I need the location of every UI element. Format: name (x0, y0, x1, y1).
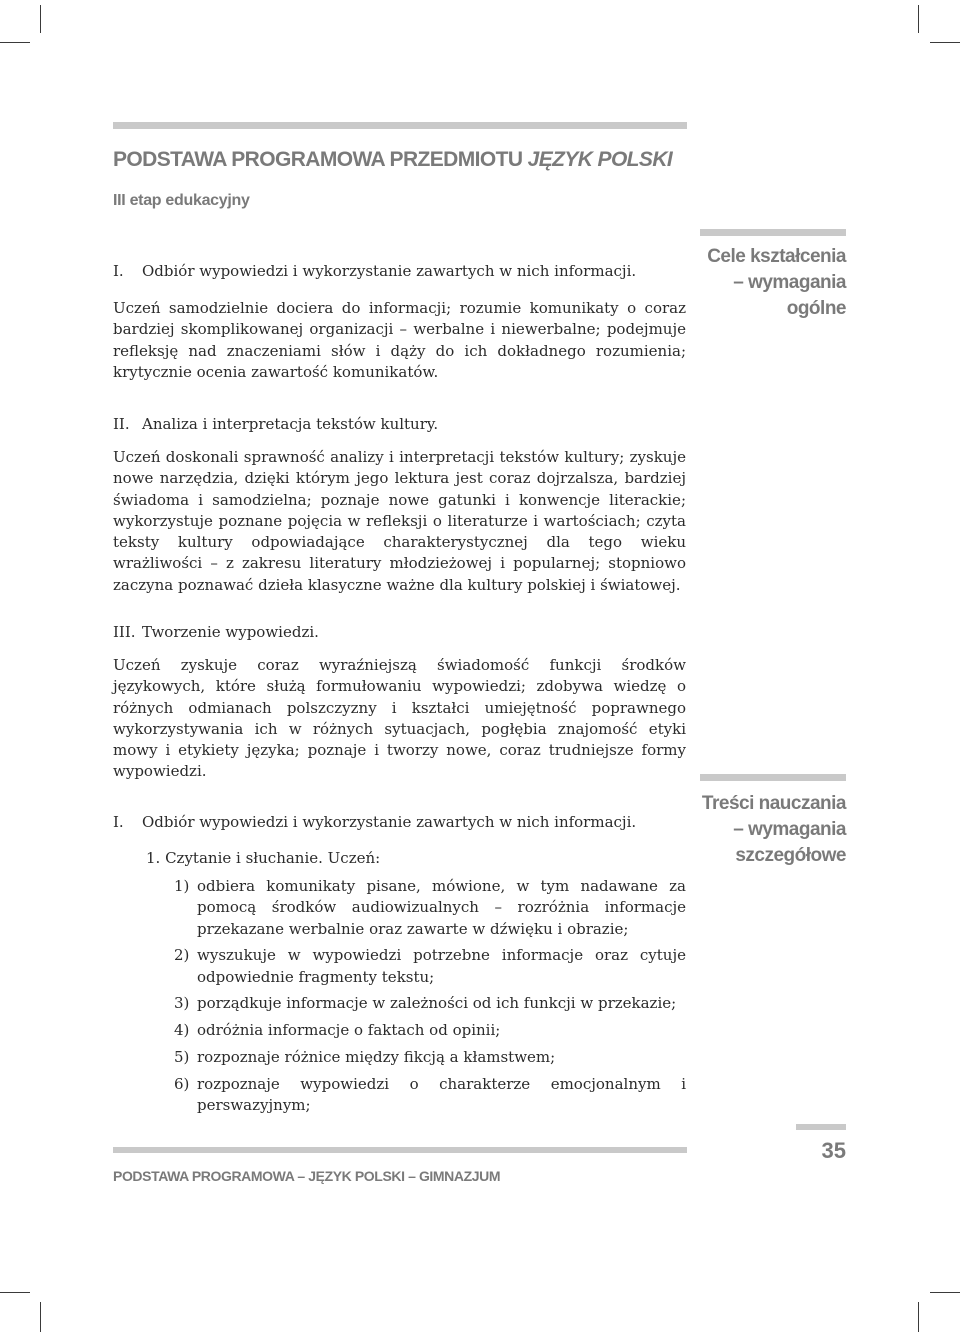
crop-mark (40, 1302, 41, 1332)
crop-mark (930, 1292, 960, 1293)
list-item (174, 993, 686, 1014)
section-paragraph: Uczeń zyskuje coraz wyraźniejszą świadomość funkcji środków językowych, które służą formułowaniu wypowiedzi; zdobywa wiedzę o różnych odmianach polszczyzny i kształci umiejętność poprawnego wykorzystywania ich w różnych sytuacjach, pogłębia znajomość etyki mowy i etykiety języka; poznaje i tworzy nowe, coraz trudniejsze formy wypowiedzi. (113, 656, 686, 781)
side-label-line: Cele kształcenia (707, 246, 846, 267)
list-item-text: wyszukuje w wypowiedzi potrzebne informacje oraz cytuje odpowiednie fragmenty tekstu; (197, 946, 686, 986)
section-heading (113, 623, 319, 641)
crop-mark (918, 5, 919, 33)
list-item (174, 876, 686, 940)
list-item-text: rozpoznaje wypowiedzi o charakterze emocjonalnym i perswazyjnym; (197, 1074, 686, 1115)
list-item (174, 1074, 686, 1117)
section-heading (113, 415, 438, 433)
side-label-line: – wymagania (733, 819, 846, 840)
list-marker: 2) (174, 946, 190, 965)
section-heading-text: Odbiór wypowiedzi i wykorzystanie zawartych w nich informacji. (142, 813, 637, 831)
side-rule-general (700, 229, 846, 236)
list-item-text: porządkuje informacje w zależności od ich funkcji w przekazie; (197, 994, 677, 1013)
requirements-list (174, 876, 686, 1122)
side-label-detailed (690, 791, 846, 869)
page-number-rule (796, 1124, 846, 1130)
side-label-general (690, 244, 846, 322)
section-heading-text: Odbiór wypowiedzi i wykorzystanie zawartych w nich informacji. (142, 262, 637, 280)
list-item-text: odróżnia informacje o faktach od opinii; (197, 1021, 501, 1040)
title-main: PODSTAWA PROGRAMOWA PRZEDMIOTU (113, 148, 528, 171)
page-title (113, 148, 672, 172)
side-label-line: – wymagania (733, 272, 846, 293)
list-item-text: rozpoznaje różnice między fikcją a kłamstwem; (197, 1048, 556, 1067)
list-marker: 3) (174, 994, 190, 1013)
section-number: III. (113, 623, 136, 641)
page-number: 35 (821, 1138, 846, 1163)
section-number: II. (113, 415, 130, 433)
list-item-text: odbiera komunikaty pisane, mówione, w tym nadawane za pomocą środków audiowizualnych – rozróżnia informacje przekazane werbalnie oraz zawarte w dźwięku i obrazie; (197, 877, 686, 938)
section-paragraph: Uczeń samodzielnie dociera do informacji; rozumie komunikaty o coraz bardziej skomplikowanej organizacji – werbalne i niewerbalne; podejmuje refleksję nad znaczeniami słów i dąży do ich dokładnego rozumienia; krytycznie ocenia zawartość komunikatów. (113, 299, 686, 381)
section-heading (113, 813, 636, 831)
side-rule-detailed (700, 774, 846, 781)
list-item (174, 945, 686, 988)
header-rule (113, 122, 687, 129)
section-heading-text: Tworzenie wypowiedzi. (142, 623, 319, 641)
side-label-line: Treści nauczania (701, 793, 846, 814)
section-heading (113, 262, 636, 280)
list-item (174, 1047, 686, 1068)
page-subtitle: III etap edukacyjny (113, 192, 250, 209)
crop-mark (0, 42, 30, 43)
crop-mark (930, 42, 960, 43)
section-number: I. (113, 813, 124, 831)
list-marker: 4) (174, 1021, 190, 1040)
section-heading-text: Analiza i interpretacja tekstów kultury. (142, 415, 439, 433)
section-paragraph: Uczeń doskonali sprawność analizy i interpretacji tekstów kultury; zyskuje nowe narzędzia, dzięki którym jego lektura jest coraz dojrzalsza, bardziej świadoma i samodzielna; poznaje nowe gatunki i konwencje literackie; wykorzystuje poznane pojęcia w refleksji o literaturze i wartościach; czyta teksty kultury odpowiadające charakterystycznej dla tego wieku wrażliwości – z zakresu literatury młodzieżowej i popularnej; stopniowo zaczyna poznawać dzieła klasyczne ważne dla kultury polskiej i światowej. (113, 448, 686, 594)
subsection-heading: 1. Czytanie i słuchanie. Uczeń: (146, 849, 381, 867)
page-footer: PODSTAWA PROGRAMOWA – JĘZYK POLSKI – GIMNAZJUM (113, 1168, 501, 1184)
list-marker: 5) (174, 1048, 190, 1067)
side-label-line: szczegółowe (735, 845, 846, 866)
section-number: I. (113, 262, 124, 280)
crop-mark (0, 1292, 30, 1293)
side-label-line: ogólne (786, 298, 846, 319)
title-subject: JĘZYK POLSKI (527, 148, 673, 171)
crop-mark (40, 5, 41, 33)
list-marker: 1) (174, 877, 190, 895)
crop-mark (918, 1302, 919, 1332)
footer-rule (113, 1147, 687, 1153)
list-marker: 6) (174, 1074, 190, 1093)
list-item (174, 1020, 686, 1041)
